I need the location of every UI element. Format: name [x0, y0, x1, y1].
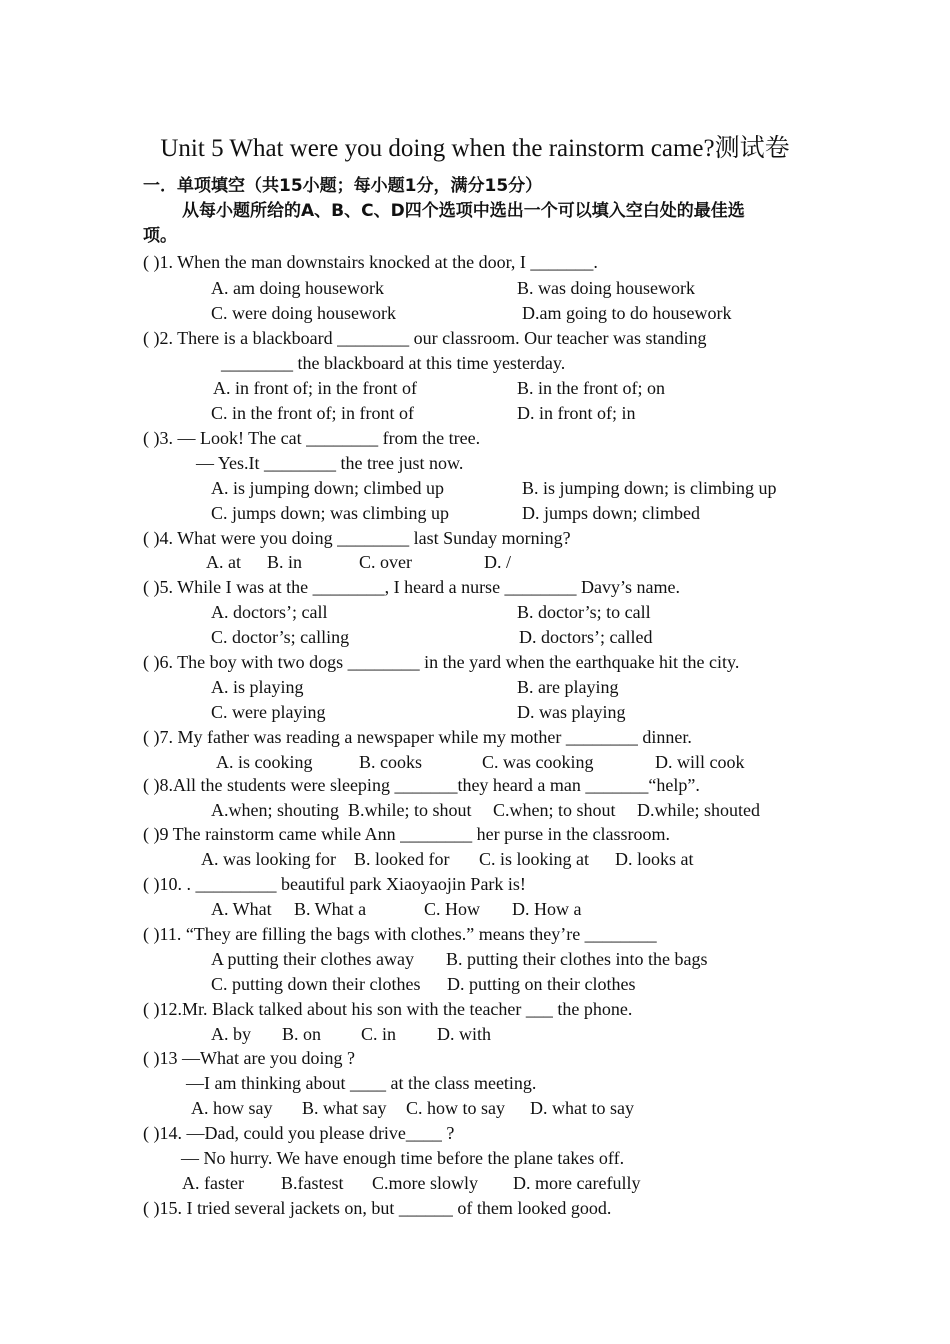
option: B.fastest	[281, 1173, 344, 1193]
question-stem: ( )6. The boy with two dogs ________ in the yard when the earthquake hit the city.	[143, 652, 740, 672]
option: C. over	[359, 552, 412, 572]
option: A. faster	[182, 1173, 244, 1193]
question-stem: ( )2. There is a blackboard ________ our classroom. Our teacher was standing	[143, 328, 707, 348]
question-stem: ( )5. While I was at the ________, I heard a nurse ________ Davy’s name.	[143, 577, 681, 597]
question-stem-cont: —I am thinking about ____ at the class meeting.	[186, 1073, 537, 1093]
option: D. How a	[512, 899, 582, 919]
option: A. What	[211, 899, 272, 919]
question-stem: ( )13 —What are you doing ?	[143, 1048, 355, 1068]
option: A. at	[206, 552, 241, 572]
question-stem: ( )12.Mr. Black talked about his son with the teacher ___ the phone.	[143, 999, 633, 1019]
option: A. how say	[191, 1098, 273, 1118]
option: B. are playing	[517, 677, 619, 697]
option: C. how to say	[406, 1098, 505, 1118]
option: B. doctor’s; to call	[517, 602, 651, 622]
option: D. what to say	[530, 1098, 634, 1118]
option: B. in the front of; on	[517, 378, 665, 398]
option: C. doctor’s; calling	[211, 627, 350, 647]
option: A. was looking for	[201, 849, 336, 869]
option: A.when; shouting	[211, 800, 339, 820]
option: B. in	[267, 552, 303, 572]
option: D. will cook	[655, 752, 745, 772]
option: B. on	[282, 1024, 322, 1044]
question-stem: ( )14. —Dad, could you please drive____ ?	[143, 1123, 455, 1143]
option: A putting their clothes away	[211, 949, 414, 969]
question-stem: ( )1. When the man downstairs knocked at the door, I _______.	[143, 252, 598, 272]
option: A. in front of; in the front of	[213, 378, 417, 398]
section-instruction-cont: 项。	[143, 226, 177, 246]
option: C. How	[424, 899, 481, 919]
option: D. jumps down; climbed	[522, 503, 700, 523]
question-stem: ( )10. . _________ beautiful park Xiaoyaojin Park is!	[143, 874, 526, 894]
option: C.when; to shout	[493, 800, 616, 820]
option: B. putting their clothes into the bags	[446, 949, 708, 969]
section-instruction: 从每小题所给的A、B、C、D四个选项中选出一个可以填入空白处的最佳选	[182, 201, 745, 221]
option: D.am going to do housework	[522, 303, 732, 323]
option: C.more slowly	[372, 1173, 478, 1193]
option: C. were playing	[211, 702, 326, 722]
option: D. doctors’; called	[519, 627, 653, 647]
question-stem: ( )15. I tried several jackets on, but ______ of them looked good.	[143, 1198, 612, 1218]
option: C. is looking at	[479, 849, 590, 869]
option: C. putting down their clothes	[211, 974, 421, 994]
option: A. is playing	[211, 677, 304, 697]
option: B. cooks	[359, 752, 422, 772]
option: D. /	[484, 552, 511, 572]
option: C. jumps down; was climbing up	[211, 503, 449, 523]
option: D. putting on their clothes	[447, 974, 636, 994]
question-stem: ( )7. My father was reading a newspaper while my mother ________ dinner.	[143, 727, 692, 747]
option: B. is jumping down; is climbing up	[522, 478, 777, 498]
option: B. what say	[302, 1098, 387, 1118]
question-stem: ( )4. What were you doing ________ last Sunday morning?	[143, 528, 571, 548]
option: A. is jumping down; climbed up	[211, 478, 444, 498]
option: C. was cooking	[482, 752, 594, 772]
option: B. was doing housework	[517, 278, 695, 298]
option: A. doctors’; call	[211, 602, 328, 622]
option: A. by	[211, 1024, 251, 1044]
question-stem-cont: — No hurry. We have enough time before the plane takes off.	[181, 1148, 625, 1168]
option: D. with	[437, 1024, 491, 1044]
question-stem: ( )8.All the students were sleeping _______they heard a man _______“help”.	[143, 775, 700, 795]
option: D. more carefully	[513, 1173, 641, 1193]
option: B. What a	[294, 899, 367, 919]
option: D. was playing	[517, 702, 626, 722]
option: B.while; to shout	[348, 800, 472, 820]
page-title: Unit 5 What were you doing when the rainstorm came?测试卷	[160, 135, 790, 162]
question-stem: ( )11. “They are filling the bags with clothes.” means they’re ________	[143, 924, 657, 944]
question-stem-cont: — Yes.It ________ the tree just now.	[196, 453, 464, 473]
option: C. in	[361, 1024, 397, 1044]
option: A. am doing housework	[211, 278, 384, 298]
option: B. looked for	[354, 849, 450, 869]
option: D. in front of; in	[517, 403, 636, 423]
option: A. is cooking	[216, 752, 313, 772]
section-heading: 一．单项填空（共15小题；每小题1分，满分15分）	[143, 176, 543, 196]
question-stem: ( )3. — Look! The cat ________ from the tree.	[143, 428, 481, 448]
option: C. in the front of; in front of	[211, 403, 414, 423]
option: D.while; shouted	[637, 800, 760, 820]
option: D. looks at	[615, 849, 694, 869]
option: C. were doing housework	[211, 303, 396, 323]
question-stem-cont: ________ the blackboard at this time yesterday.	[221, 353, 566, 373]
question-stem: ( )9 The rainstorm came while Ann ________ her purse in the classroom.	[143, 824, 671, 844]
